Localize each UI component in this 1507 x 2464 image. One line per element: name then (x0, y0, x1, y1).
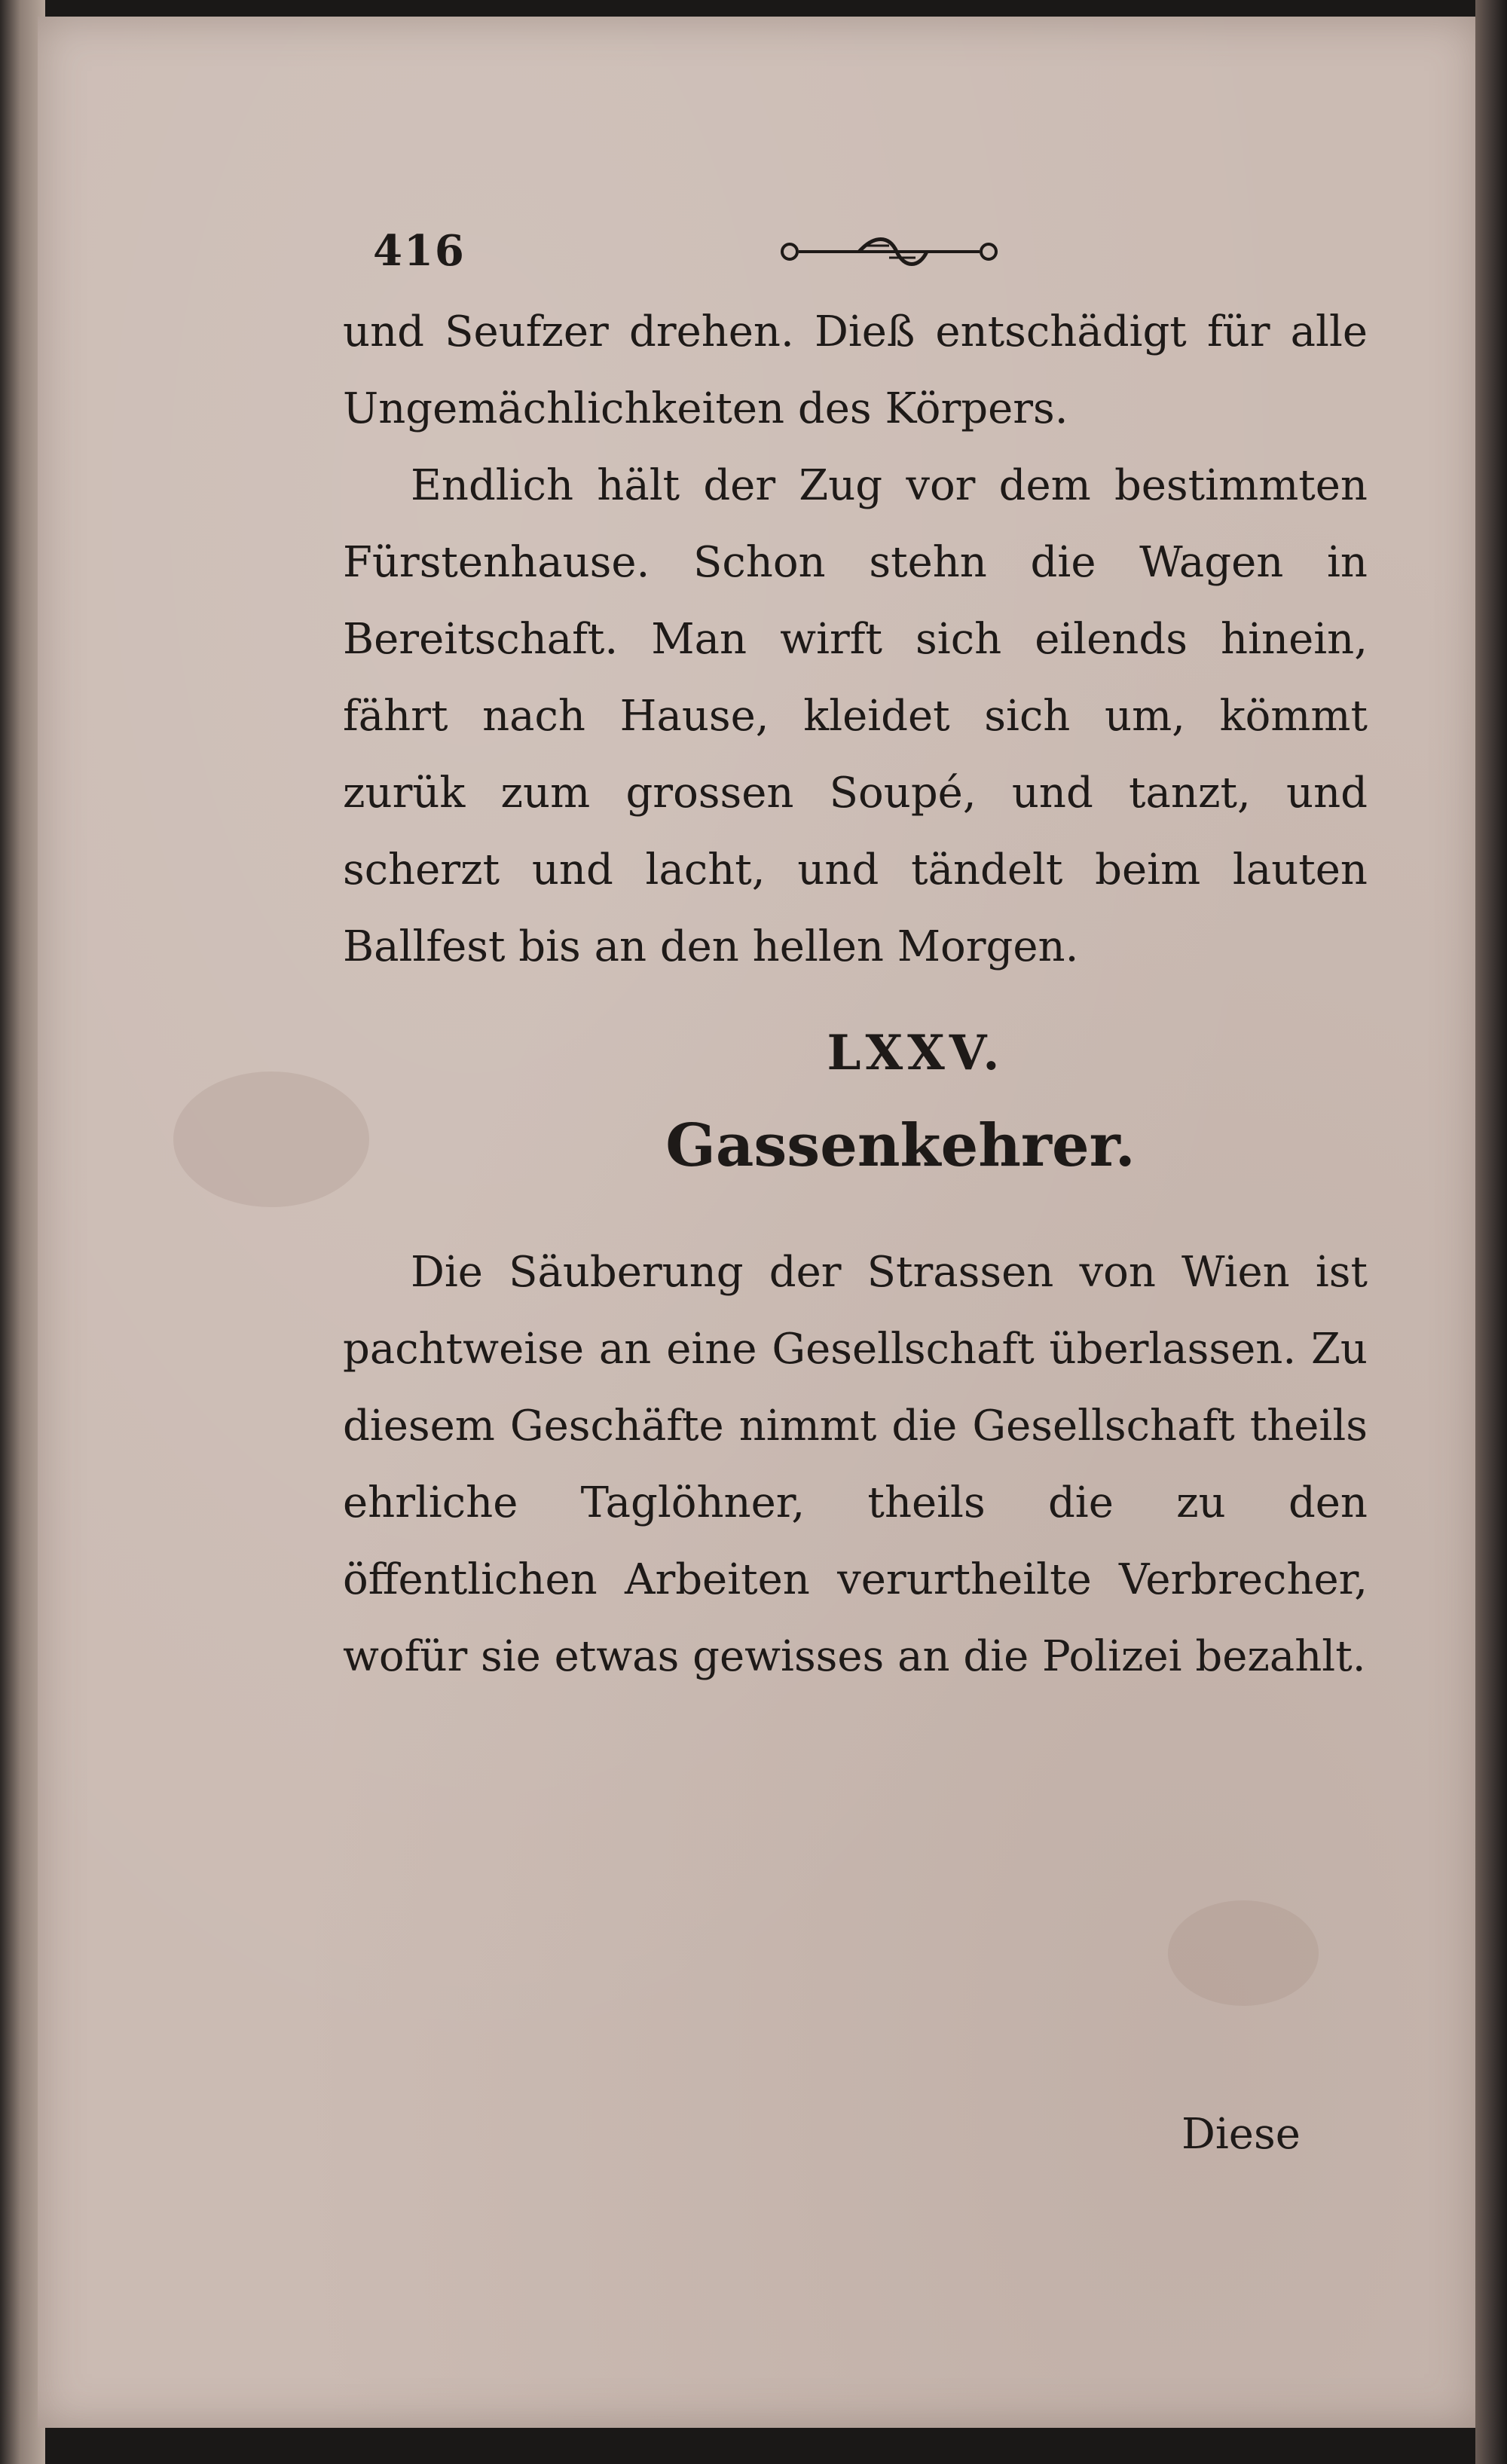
printer-ornament-icon (776, 229, 1002, 274)
continued-paragraph: und Seufzer drehen. Dieß entschädigt für alle Ungemächlichkeiten des Körpers. (343, 307, 1368, 433)
paragraph: Endlich hält der Zug vor dem bestimmten Fürstenhause. Schon stehn die Wagen in Bereitschaft. Man wirft sich eilends hinein, fährt nach Hause, kleidet sich um, kömmt zurük zum grossen Soupé, und tanzt, und scherzt und lacht, und tändelt beim lauten Ballfest bis an den hellen Morgen. (343, 461, 1368, 971)
page-body (343, 1234, 1368, 1695)
paper-stain (173, 1072, 369, 1207)
section-number: LXXV. (827, 1025, 1004, 1081)
section-title: Gassenkehrer. (665, 1111, 1136, 1180)
catchword: Diese (1181, 2110, 1301, 2159)
running-header (343, 219, 1368, 294)
paragraph: Die Säuberung der Strassen von Wien ist pachtweise an eine Gesellschaft überlassen. Zu diesem Geschäfte nimmt die Gesellschaft theils ehrliche Taglöhner, theils die zu den öffentlichen Arbeiten verurtheilte Verbrecher, wofür sie etwas gewisses an die Polizei bezahlt. (343, 1248, 1368, 1681)
page-number: 416 (373, 226, 466, 276)
page-edge-right (1475, 0, 1507, 2464)
paper-stain (1168, 1900, 1319, 2006)
page-body (343, 294, 1368, 986)
text-block (343, 219, 1368, 1695)
